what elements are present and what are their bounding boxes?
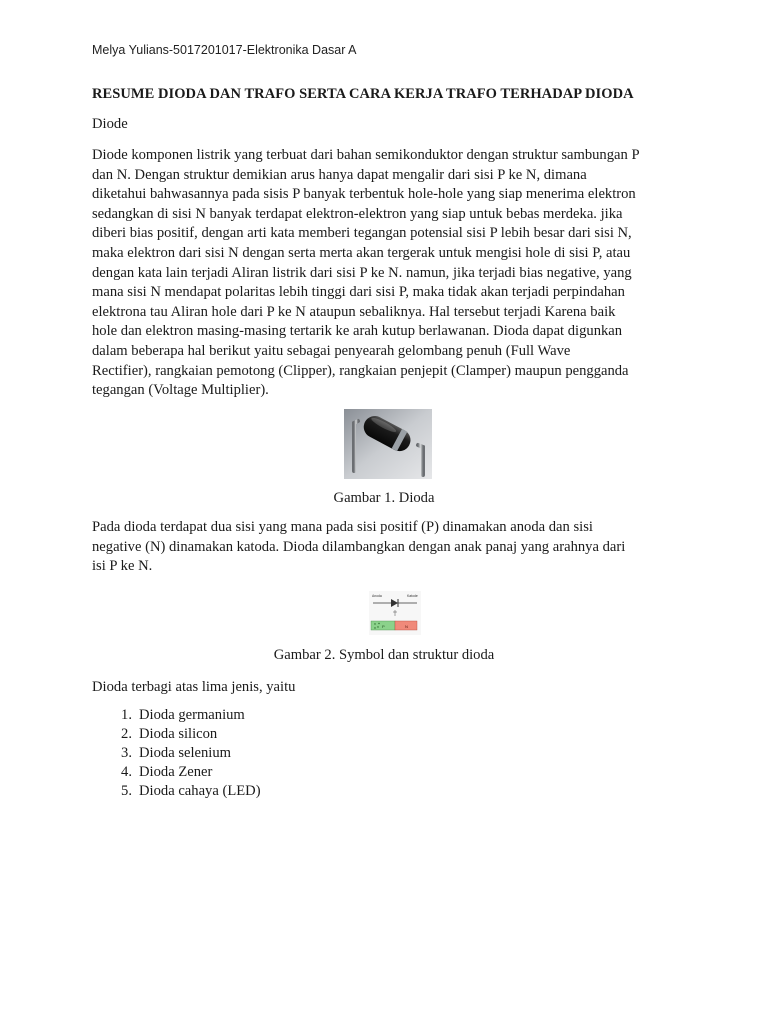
text-line: dengan kata lain terjadi Aliran listrik dari sisi P ke N. namun, jika terjadi bias negative, yang — [92, 264, 632, 281]
list-item — [92, 744, 492, 763]
text-line: diketahui bahwasannya pada sisis P banyak terbentuk hole-hole yang siap menerima elektron — [92, 186, 636, 203]
document-title: RESUME DIODA DAN TRAFO SERTA CARA KERJA TRAFO TERHADAP DIODA — [92, 86, 634, 102]
list-item — [92, 763, 492, 782]
text-line: negative (N) dinamakan katoda. Dioda dilambangkan dengan anak panaj yang arahnya dari — [92, 538, 626, 555]
paragraph-diode-description — [92, 146, 682, 401]
figure2-caption: Gambar 2. Symbol dan struktur dioda — [273, 647, 495, 663]
text-line: elektrona tau Aliran hole dari P ke N ataupun sebaliknya. Hal tersebut terjadi Karena baik — [92, 303, 616, 320]
anode-label: Anoda — [372, 594, 382, 598]
text-line: Diode komponen listrik yang terbuat dari bahan semikonduktor dengan struktur sambungan P — [92, 147, 640, 163]
n-region-label: N — [405, 624, 408, 629]
text-line: dalam beberapa hal berikut yaitu sebagai penyearah gelombang penuh (Full Wave — [92, 342, 571, 359]
text-line: Rectifier), rangkaian pemotong (Clipper), rangkaian penjepit (Clamper) maupun pengganda — [92, 362, 629, 379]
list-item — [92, 725, 492, 744]
list-number: 5. — [121, 783, 132, 799]
list-item-label: Dioda cahaya (LED) — [139, 783, 261, 799]
text-line: diberi bias positif, dengan arti kata memberi tegangan potensial sisi P lebih besar dari sisi N, — [92, 225, 632, 242]
list-number: 4. — [121, 764, 132, 780]
figure1-caption: Gambar 1. Dioda — [333, 490, 435, 506]
diode-symbol-structure-image — [369, 591, 421, 635]
paragraph-anode-cathode — [92, 518, 682, 577]
text-line: Pada dioda terdapat dua sisi yang mana pada sisi positif (P) dinamakan anoda dan sisi — [92, 519, 593, 535]
list-number: 1. — [121, 707, 132, 723]
list-item — [92, 782, 492, 801]
text-line: hole dan elektron masing-masing tertarik ke arah kutup berlawanan. Dioda dapat digunkan — [92, 323, 623, 340]
text-line: sedangkan di sisi N banyak terdapat elektron-elektron yang siap untuk bebas merdeka. jika — [92, 205, 623, 222]
section-heading: Diode — [92, 116, 128, 132]
list-item-label: Dioda selenium — [139, 745, 232, 761]
page-header: Melya Yulians-5017201017-Elektronika Dasar A — [92, 43, 357, 57]
cathode-label: Katode — [407, 594, 418, 598]
text-line: maka elektron dari sisi N dengan serta merta akan tergerak untuk mengisi hole di sisi P, atau — [92, 244, 631, 261]
list-item-label: Dioda Zener — [139, 764, 213, 780]
list-number: 3. — [121, 745, 132, 761]
list-item-label: Dioda germanium — [139, 707, 245, 723]
text-line: tegangan (Voltage Multiplier). — [92, 382, 269, 399]
list-intro: Dioda terbagi atas lima jenis, yaitu — [92, 679, 296, 695]
diode-types-list — [92, 706, 492, 801]
p-region-label: P — [382, 624, 385, 629]
list-item — [92, 706, 492, 725]
list-number: 2. — [121, 726, 132, 742]
text-line: dan N. Dengan struktur demikian arus hanya dapat mengalir dari sisi P ke N, dimana — [92, 166, 587, 183]
text-line: isi P ke N. — [92, 558, 153, 575]
text-line: mana sisi N mendapat polaritas lebih tinggi dari sisi P, maka tidak akan terjadi perpindahan — [92, 284, 625, 301]
list-item-label: Dioda silicon — [139, 726, 218, 742]
diode-component-image — [344, 409, 432, 479]
